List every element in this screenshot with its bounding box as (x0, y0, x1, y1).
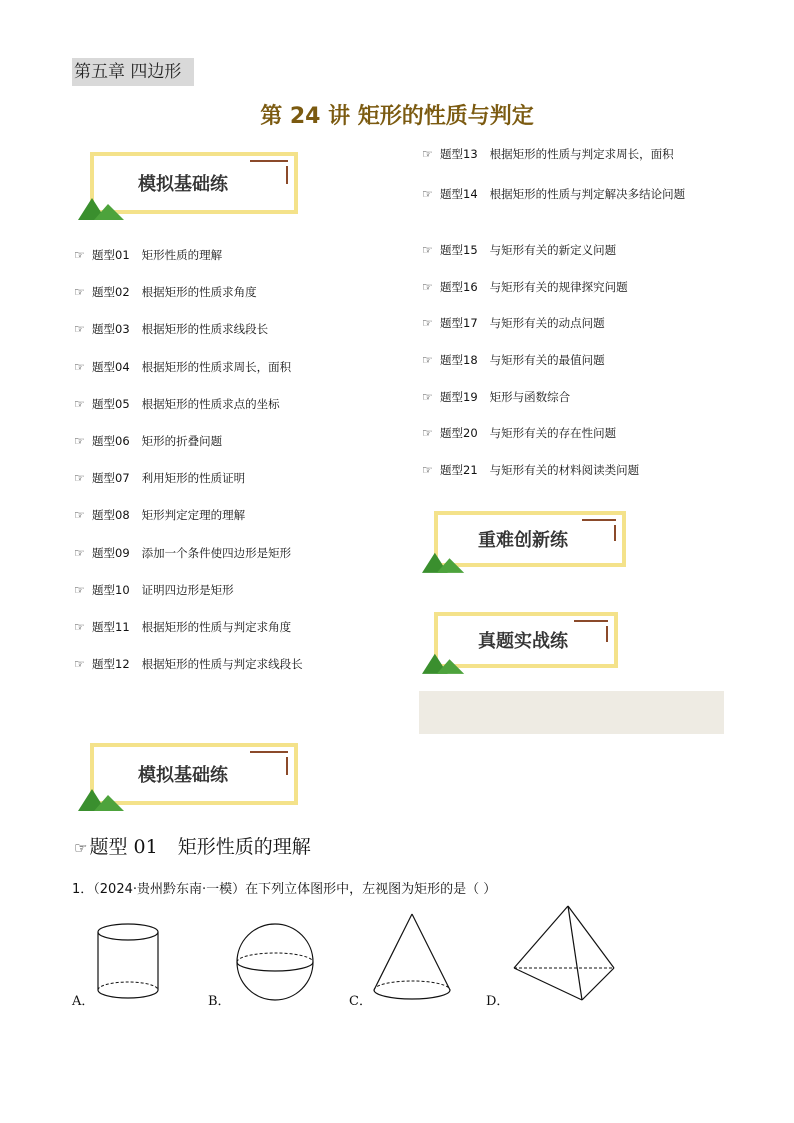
pointing-hand-icon: ☞ (422, 316, 433, 331)
banner-hard: 重难创新练 (422, 511, 626, 567)
banner-basic-top: 模拟基础练 (78, 152, 298, 214)
pointing-hand-icon: ☞ (74, 434, 85, 448)
option-a-label: A． (72, 994, 95, 1009)
question-text: 1．（2024·贵州黔东南·一模）在下列立体图形中，左视图为矩形的是（ ） (72, 882, 497, 897)
toc-item[interactable]: ☞ 题型13 根据矩形的性质与判定求周长，面积 (422, 147, 674, 161)
pointing-hand-icon: ☞ (422, 279, 433, 294)
toc-item[interactable]: ☞ 题型05 根据矩形的性质求点的坐标 (74, 396, 280, 411)
hills-icon (78, 194, 126, 220)
toc-item[interactable]: ☞ 题型08 矩形判定定理的理解 (74, 508, 246, 523)
pointing-hand-icon: ☞ (422, 186, 433, 201)
toc-item[interactable]: ☞ 题型21 与矩形有关的材料阅读类问题 (422, 462, 640, 477)
toc-item[interactable]: ☞ 题型09 添加一个条件使四边形是矩形 (74, 545, 292, 560)
toc-item[interactable]: ☞ 题型07 利用矩形的性质证明 (74, 471, 246, 486)
toc-item[interactable]: ☞ 题型18 与矩形有关的最值问题 (422, 353, 605, 367)
toc-item[interactable]: ☞ 题型16 与矩形有关的规律探究问题 (422, 279, 628, 294)
pointing-hand-icon: ☞ (74, 582, 85, 597)
toc-item[interactable]: ☞ 题型01 矩形性质的理解 (74, 248, 223, 262)
pointing-hand-icon: ☞ (74, 471, 85, 486)
option-d-label: D． (486, 994, 510, 1009)
pointing-hand-icon: ☞ (74, 545, 85, 560)
page-title: 第 24 讲 矩形的性质与判定 (260, 104, 534, 129)
pointing-hand-icon: ☞ (74, 285, 85, 300)
pointing-hand-icon: ☞ (74, 322, 85, 337)
section-heading: ☞ 题型 01 矩形性质的理解 (74, 836, 311, 858)
pointing-hand-icon: ☞ (422, 353, 433, 367)
toc-item[interactable]: ☞ 题型12 根据矩形的性质与判定求线段长 (74, 657, 303, 672)
option-c-label: C． (349, 994, 372, 1009)
pointing-hand-icon: ☞ (422, 147, 433, 161)
sphere-figure (233, 922, 319, 1002)
cone-figure (370, 910, 454, 1006)
toc-item[interactable]: ☞ 题型20 与矩形有关的存在性问题 (422, 426, 617, 441)
pointing-hand-icon: ☞ (422, 462, 433, 477)
pointing-hand-icon: ☞ (74, 839, 88, 857)
cylinder-figure (92, 918, 164, 1006)
hills-icon (78, 785, 126, 811)
toc-item[interactable]: ☞ 题型17 与矩形有关的动点问题 (422, 316, 605, 331)
toc-item[interactable]: ☞ 题型15 与矩形有关的新定义问题 (422, 243, 617, 258)
toc-item[interactable]: ☞ 题型14 根据矩形的性质与判定解决多结论问题 (422, 183, 722, 205)
toc-item[interactable]: ☞ 题型10 证明四边形是矩形 (74, 582, 234, 597)
pointing-hand-icon: ☞ (422, 243, 433, 258)
pointing-hand-icon: ☞ (74, 396, 85, 411)
toc-item[interactable]: ☞ 题型11 根据矩形的性质与判定求角度 (74, 620, 292, 634)
chapter-tag: 第五章 四边形 (72, 58, 194, 86)
toc-item[interactable]: ☞ 题型03 根据矩形的性质求线段长 (74, 322, 269, 337)
banner-exam: 真题实战练 (422, 612, 618, 668)
option-b-label: B． (208, 994, 231, 1009)
hills-icon (422, 650, 466, 674)
pyramid-figure (510, 902, 618, 1004)
pointing-hand-icon: ☞ (74, 248, 85, 262)
pointing-hand-icon: ☞ (74, 620, 85, 634)
toc-item[interactable]: ☞ 题型19 矩形与函数综合 (422, 389, 571, 404)
toc-item[interactable]: ☞ 题型06 矩形的折叠问题 (74, 434, 223, 448)
pointing-hand-icon: ☞ (422, 389, 433, 404)
toc-item[interactable]: ☞ 题型02 根据矩形的性质求角度 (74, 285, 257, 300)
pointing-hand-icon: ☞ (422, 426, 433, 441)
pointing-hand-icon: ☞ (74, 657, 85, 672)
banner-basic-bottom: 模拟基础练 (78, 743, 298, 805)
pointing-hand-icon: ☞ (74, 508, 85, 523)
pointing-hand-icon: ☞ (74, 359, 85, 374)
blank-panel (419, 691, 724, 734)
toc-item[interactable]: ☞ 题型04 根据矩形的性质求周长，面积 (74, 359, 292, 374)
hills-icon (422, 549, 466, 573)
